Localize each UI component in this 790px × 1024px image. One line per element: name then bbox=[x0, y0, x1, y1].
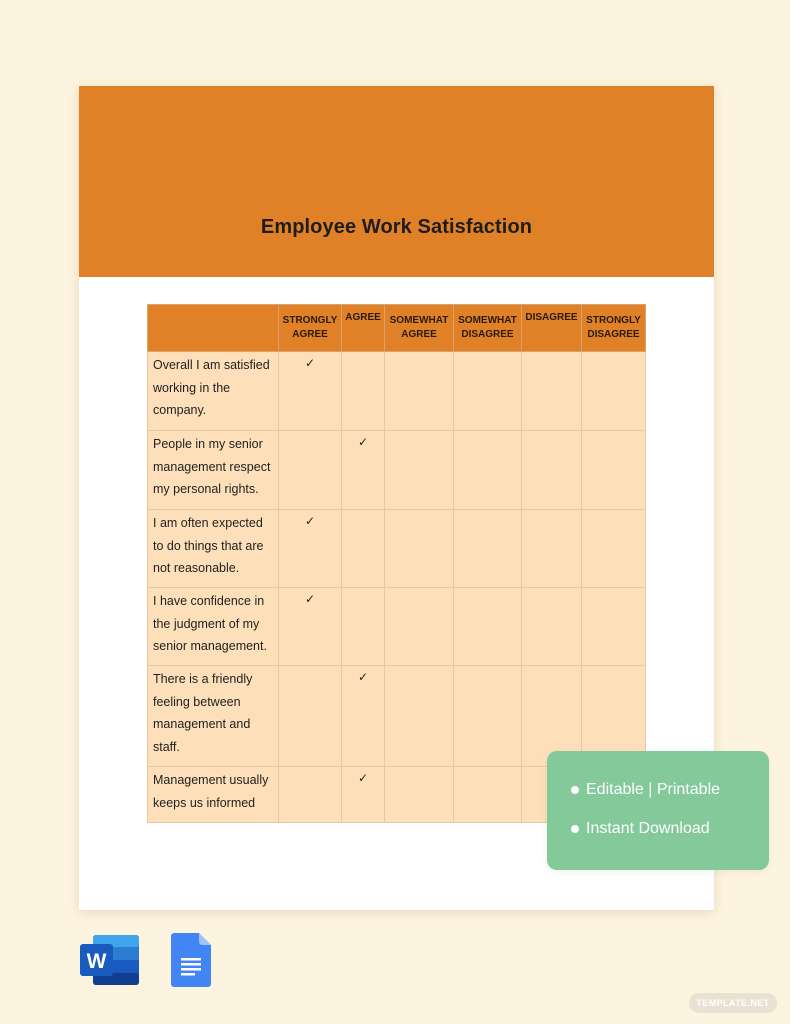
response-cell bbox=[385, 588, 454, 666]
google-docs-icon[interactable] bbox=[171, 933, 211, 987]
response-cell bbox=[342, 510, 385, 588]
response-cell bbox=[279, 666, 342, 767]
response-cell bbox=[385, 352, 454, 431]
response-cell: ✓ bbox=[342, 767, 385, 823]
response-cell bbox=[582, 510, 646, 588]
column-header-somewhat-agree: SOMEWHAT AGREE bbox=[385, 305, 454, 352]
row-statement: Management usually keeps us informed bbox=[148, 767, 279, 823]
response-cell: ✓ bbox=[342, 431, 385, 510]
response-cell bbox=[454, 666, 522, 767]
row-statement: There is a friendly feeling between management and staff. bbox=[148, 666, 279, 767]
bullet-icon bbox=[571, 786, 579, 794]
feature-label: Editable | Printable bbox=[586, 781, 721, 798]
response-cell bbox=[342, 352, 385, 431]
bullet-icon bbox=[571, 825, 579, 833]
word-icon-letter: W bbox=[86, 950, 107, 973]
features-badge bbox=[547, 751, 769, 870]
column-header-strongly-disagree: STRONGLY DISAGREE bbox=[582, 305, 646, 352]
watermark-logo: TEMPLATE.NET bbox=[689, 993, 777, 1013]
column-header-agree: AGREE bbox=[342, 305, 385, 352]
response-cell bbox=[582, 431, 646, 510]
response-cell bbox=[522, 431, 582, 510]
column-header-strongly-agree: STRONGLY AGREE bbox=[279, 305, 342, 352]
response-cell bbox=[279, 767, 342, 823]
response-cell bbox=[454, 431, 522, 510]
row-statement: I am often expected to do things that are not reasonable. bbox=[148, 510, 279, 588]
response-cell bbox=[342, 588, 385, 666]
response-cell bbox=[385, 666, 454, 767]
response-cell: ✓ bbox=[279, 588, 342, 666]
document-title: Employee Work Satisfaction bbox=[260, 216, 533, 238]
response-cell bbox=[454, 767, 522, 823]
table-row bbox=[148, 588, 646, 666]
response-cell: ✓ bbox=[279, 510, 342, 588]
feature-item bbox=[571, 781, 720, 799]
statement-column-header bbox=[148, 305, 279, 352]
table-header-row bbox=[148, 305, 646, 352]
response-cell bbox=[522, 510, 582, 588]
response-cell bbox=[385, 510, 454, 588]
table-row bbox=[148, 431, 646, 510]
row-statement: Overall I am satisfied working in the company. bbox=[148, 352, 279, 431]
feature-label: Instant Download bbox=[586, 820, 710, 837]
feature-item bbox=[571, 820, 710, 838]
response-cell bbox=[385, 431, 454, 510]
response-cell: ✓ bbox=[342, 666, 385, 767]
response-cell bbox=[522, 588, 582, 666]
response-cell bbox=[582, 588, 646, 666]
table-row bbox=[148, 510, 646, 588]
row-statement: I have confidence in the judgment of my senior management. bbox=[148, 588, 279, 666]
response-cell: ✓ bbox=[279, 352, 342, 431]
response-cell bbox=[454, 510, 522, 588]
column-header-disagree: DISAGREE bbox=[522, 305, 582, 352]
word-icon[interactable] bbox=[79, 933, 141, 987]
response-cell bbox=[582, 352, 646, 431]
response-cell bbox=[385, 767, 454, 823]
row-statement: People in my senior management respect my personal rights. bbox=[148, 431, 279, 510]
response-cell bbox=[454, 352, 522, 431]
response-cell bbox=[279, 431, 342, 510]
survey-table bbox=[147, 304, 646, 823]
response-cell bbox=[522, 352, 582, 431]
response-cell bbox=[454, 588, 522, 666]
table-row bbox=[148, 352, 646, 431]
document-header bbox=[79, 86, 714, 277]
column-header-somewhat-disagree: SOMEWHAT DISAGREE bbox=[454, 305, 522, 352]
